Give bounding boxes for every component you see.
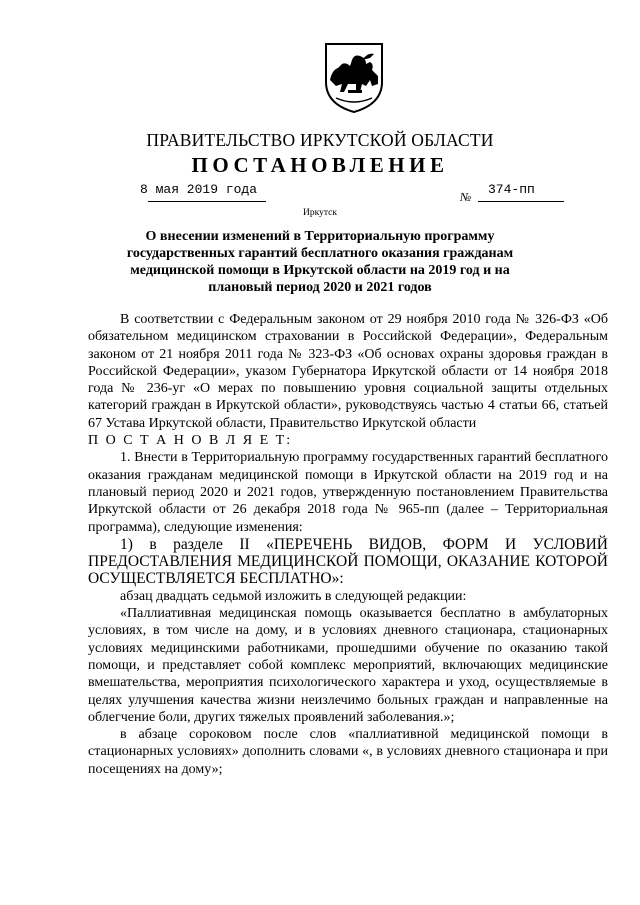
sub-item-1-paragraph: 1) в разделе II «ПЕРЕЧЕНЬ ВИДОВ, ФОРМ И УСЛОВИЙ ПРЕДОСТАВЛЕНИЯ МЕДИЦИНСКОЙ ПОМОЩИ, ОКАЗАНИЕ КОТОРОЙ ОСУЩЕСТВЛЯЕТСЯ БЕСПЛАТНО»: (88, 535, 608, 588)
decree-line: П О С Т А Н О В Л Я Е Т: (88, 433, 293, 449)
number-underline (478, 201, 564, 202)
document-title: О внесении изменений в Территориальную программу государственных гарантий бесплатного оказания гражданам медицинской помощи в Иркутской области на 2019 год и на плановый период 2020 и 2021 годов (126, 229, 514, 295)
item-1-paragraph: 1. Внести в Территориальную программу государственных гарантий бесплатного оказания гражданам медицинской помощи в Иркутской области на 2019 год и на плановый период 2020 и 2021 годов, утвержденную постановлением Правительства Иркутской области от 26 декабря 2018 года № 965-пп (далее – Территориальная программа), следующие изменения: (88, 450, 608, 535)
document-body (88, 311, 608, 778)
quoted-paragraph: «Паллиативная медицинская помощь оказывается бесплатно в амбулаторных условиях, в том числе на дому, и в условиях дневного стационара, стационарных условиях медицинскими работниками, прошедшими обучение по оказанию такой помощи, и представляет собой комплекс мероприятий, включающих медицинские вмешательства, мероприятия психологического характера и уход, осуществляемые в целях улучшения качества жизни неизлечимо больных граждан и направленные на облегчение боли, других тяжелых проявлений заболевания.»; (88, 606, 608, 725)
coat-of-arms-icon (322, 40, 386, 114)
government-name: ПРАВИТЕЛЬСТВО ИРКУТСКОЙ ОБЛАСТИ (146, 130, 494, 150)
paragraph-b: в абзаце сороковом после слов «паллиативной медицинской помощи в стационарных условиях» дополнить словами «, в условиях дневного стационара и при посещениях на дому»; (88, 727, 608, 777)
date-underline (148, 201, 266, 202)
city-name: Иркутск (303, 208, 337, 218)
document-type-heading: ПОСТАНОВЛЕНИЕ (191, 153, 449, 177)
paragraph-a: абзац двадцать седьмой изложить в следующей редакции: (120, 588, 467, 604)
number-sign: № (460, 190, 472, 204)
document-date: 8 мая 2019 года (140, 182, 258, 197)
document-number: 374-пп (488, 182, 535, 197)
preamble-paragraph: В соответствии с Федеральным законом от 29 ноября 2010 года № 326-ФЗ «Об обязательном медицинском страховании в Российской Федерации», Федеральным законом от 21 ноября 2011 года № 323-ФЗ «Об основах охраны здоровья граждан в Российской Федерации», указом Губернатора Иркутской области от 14 ноября 2018 года № 236-уг «О мерах по повышению уровня социальной защиты отдельных категорий граждан в Иркутской области», руководствуясь частью 4 статьи 66, статьей 67 Устава Иркутской области, Правительство Иркутской области (88, 312, 608, 431)
